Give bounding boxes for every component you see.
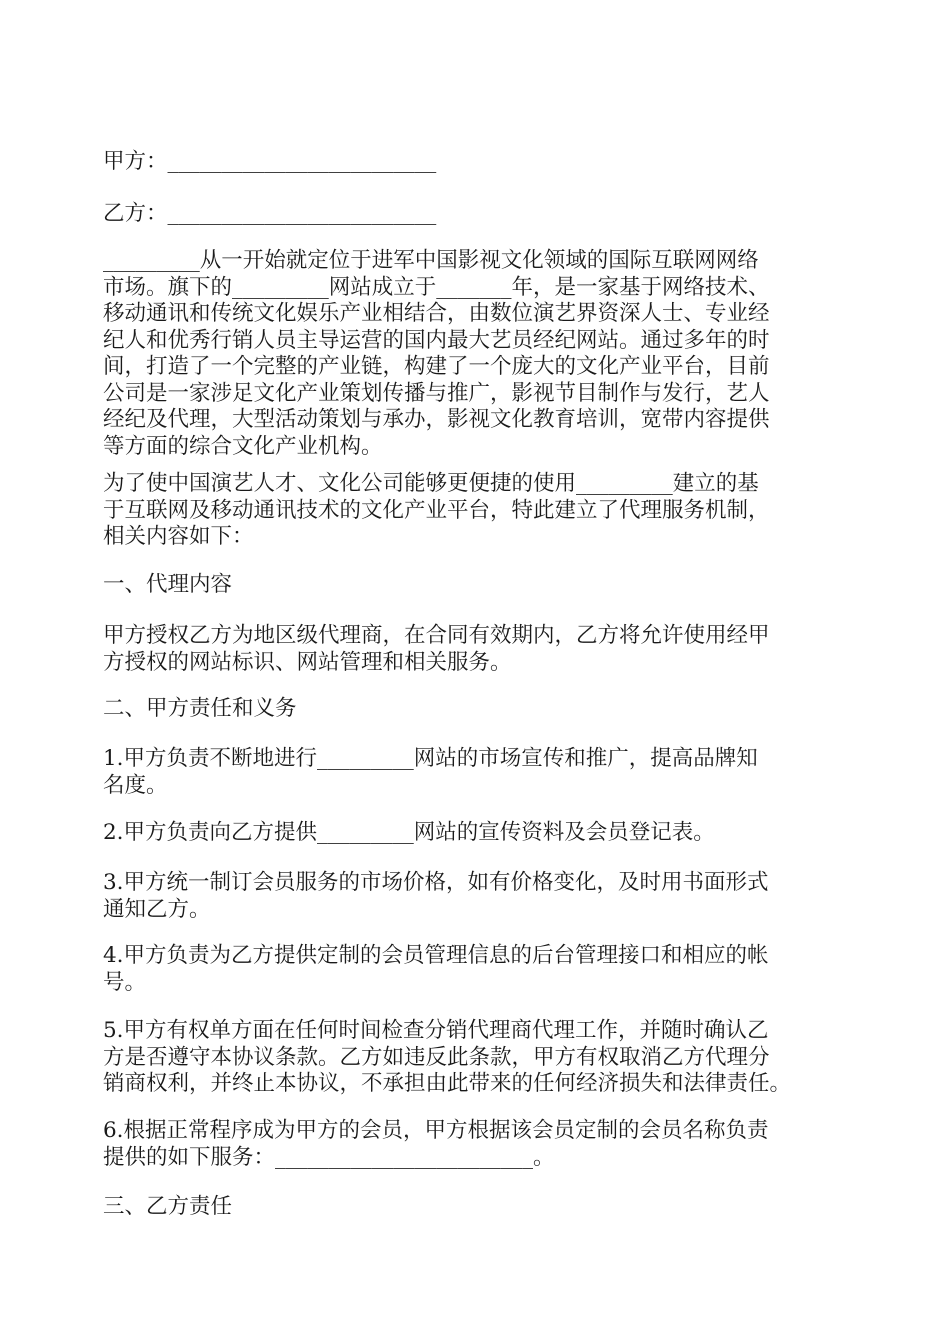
section-2-item-6: 6.根据正常程序成为甲方的会员，甲方根据该会员定制的会员名称负责 提供的如下服务：________________________。 — [103, 1118, 769, 1170]
section-2-heading: 二、甲方责任和义务 — [103, 696, 297, 721]
section-2-item-2: 2.甲方负责向乙方提供_________网站的宣传资料及会员登记表。 — [103, 820, 715, 845]
party-b-line: 乙方：_________________________ — [103, 201, 437, 226]
purpose-paragraph: 为了使中国演艺人才、文化公司能够更便捷的使用_________建立的基 于互联网及移动通讯技术的文化产业平台，特此建立了代理服务机制， 相关内容如下： — [103, 471, 770, 549]
section-2-item-1: 1.甲方负责不断地进行_________网站的市场宣传和推广，提高品牌知 名度。 — [103, 746, 758, 798]
section-2-item-3: 3.甲方统一制订会员服务的市场价格，如有价格变化，及时用书面形式 通知乙方。 — [103, 870, 769, 922]
section-2-item-4: 4.甲方负责为乙方提供定制的会员管理信息的后台管理接口和相应的帐 号。 — [103, 943, 769, 995]
section-1-paragraph: 甲方授权乙方为地区级代理商，在合同有效期内，乙方将允许使用经甲 方授权的网站标识、网站管理和相关服务。 — [103, 623, 770, 675]
party-a-line: 甲方：_________________________ — [103, 149, 437, 174]
section-2-item-5: 5.甲方有权单方面在任何时间检查分销代理商代理工作，并随时确认乙 方是否遵守本协议条款。乙方如违反此条款，甲方有权取消乙方代理分 销商权利，并终止本协议，不承担由此带来的任何经济损失和法律责任。 — [103, 1018, 792, 1096]
intro-paragraph: _________从一开始就定位于进军中国影视文化领域的国际互联网网络 市场。旗下的_________网站成立于_______年，是一家基于网络技术、 移动通讯和传统文化娱乐产业相结合，由数位演艺界资深人士、专业经 纪人和优秀行销人员主导运营的国内最大艺员经纪网站。通过多年的时 间，打造了一个完整的产业链，构建了一个庞大的文化产业平台，目前 公司是一家涉足文化产业策划传播与推广，影视节目制作与发行，艺人 经纪及代理，大型活动策划与承办，影视文化教育培训，宽带内容提供 等方面的综合文化产业机构。 — [103, 248, 770, 459]
section-3-heading: 三、乙方责任 — [103, 1194, 233, 1219]
section-1-heading: 一、代理内容 — [103, 572, 233, 597]
